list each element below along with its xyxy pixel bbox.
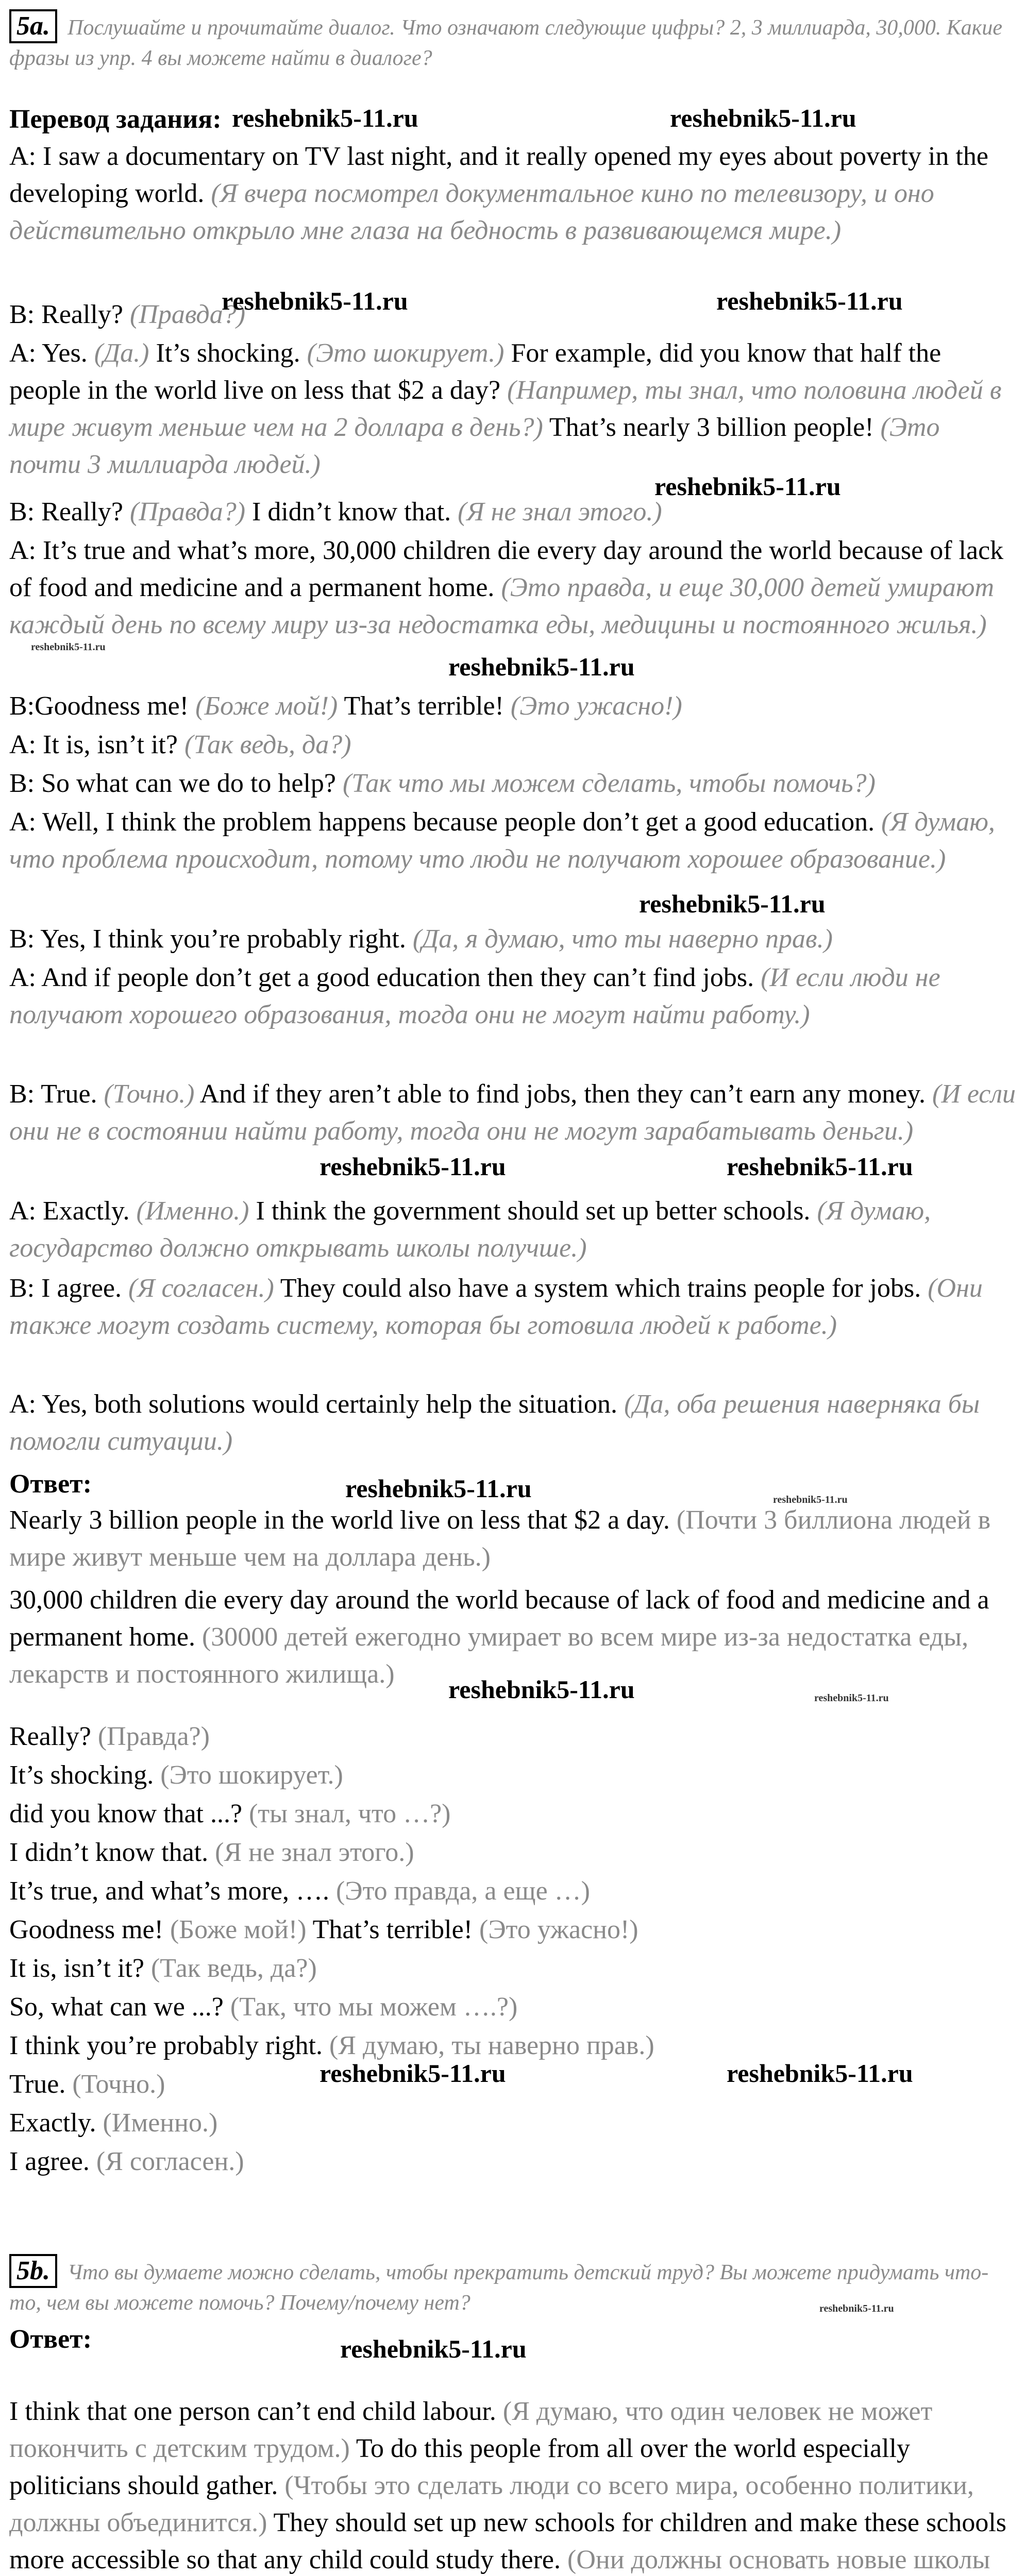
phrase-1: Really? (Правда?) <box>9 1722 210 1751</box>
dialogue-line-8: B: So what can we do to help? (Так что мы можем сделать, чтобы помочь?) <box>9 769 876 798</box>
watermark: reshebnik5-11.ru <box>727 2059 913 2088</box>
phrase-2: It’s shocking. (Это шокирует.) <box>9 1760 343 1790</box>
watermark: reshebnik5-11.ru <box>319 1152 506 1181</box>
dialogue-line-13: A: Exactly. (Именно.) I think the government should set up better schools. (Я думаю, государство должно открывать школы получше.) <box>9 1196 931 1263</box>
watermark: reshebnik5-11.ru <box>222 286 408 315</box>
watermark: reshebnik5-11.ru <box>448 652 635 681</box>
ex5a-badge: 5a. <box>9 9 57 43</box>
ex5b-paragraph-1: I think that one person can’t end child labour. (Я думаю, что один человек не может покончить с детским трудом.) To do this people from all over the world especially politicians should gather. (Чтобы это сделать люди со всего мира, особенно политики, должны объединится.) They should set up new schools for children and make these schools more accessible so that any child could study there. (Они должны основать новые школы <box>9 2397 1007 2574</box>
ex5a-instruction: Послушайте и прочитайте диалог. Что означают следующие цифры? 2, 3 миллиарда, 30,000. Какие фразы из упр. 4 вы можете найти в диалоге? <box>9 16 1003 70</box>
phrase-9: I think you’re probably right. (Я думаю, ты наверно прав.) <box>9 2031 654 2060</box>
watermark: reshebnik5-11.ru <box>345 1474 532 1503</box>
phrase-3: did you know that ...? (ты знал, что …?) <box>9 1799 451 1828</box>
dialogue-line-5: A: It’s true and what’s more, 30,000 children die every day around the world because of lack of food and medicine and a permanent home. (Это правда, и еще 30,000 детей умирают каждый день по всему миру из-за недостатка еды, медицины и постоянного жилья.) <box>9 536 1004 639</box>
dialogue-line-15: A: Yes, both solutions would certainly help the situation. (Да, оба решения наверняка бы помогли ситуации.) <box>9 1389 980 1456</box>
answer-heading-5b: Ответ: <box>9 2325 92 2354</box>
watermark: reshebnik5-11.ru <box>716 286 903 315</box>
watermark-small: reshebnik5-11.ru <box>814 1692 889 1704</box>
phrase-11: Exactly. (Именно.) <box>9 2108 218 2138</box>
answer-5a-2: 30,000 children die every day around the world because of lack of food and medicine and a permanent home. (30000 детей ежегодно умирает во всем мире из-за недостатка еды, лекарств и постоянного жилища.) <box>9 1585 989 1689</box>
answer-5a-1: Nearly 3 billion people in the world live on less that $2 a day. (Почти 3 биллиона людей в мире живут меньше чем на доллара день.) <box>9 1505 991 1572</box>
dialogue-line-4: B: Really? (Правда?) I didn’t know that. (Я не знал этого.) <box>9 497 662 527</box>
task-heading: Перевод задания: <box>9 105 222 134</box>
watermark: reshebnik5-11.ru <box>232 104 418 132</box>
dialogue-line-11: A: And if people don’t get a good education then they can’t find jobs. (И если люди не получают хорошего образования, тогда они не могут найти работу.) <box>9 963 940 1029</box>
dialogue-line-10: B: Yes, I think you’re probably right. (Да, я думаю, что ты наверно прав.) <box>9 924 833 954</box>
ex5b-badge: 5b. <box>9 2254 57 2288</box>
watermark-small: reshebnik5-11.ru <box>31 641 106 653</box>
watermark: reshebnik5-11.ru <box>654 472 841 501</box>
phrase-6: Goodness me! (Боже мой!) That’s terrible! (Это ужасно!) <box>9 1915 638 1944</box>
phrase-5: It’s true, and what’s more, …. (Это правда, а еще …) <box>9 1876 590 1906</box>
watermark: reshebnik5-11.ru <box>639 889 826 918</box>
dialogue-line-3: A: Yes. (Да.) It’s shocking. (Это шокирует.) For example, did you know that half the people in the world live on less that $2 a day? (Например, ты знал, что половина людей в мире живут меньше чем на 2 доллара в день?) That’s nearly 3 billion people! (Это почти 3 миллиарда людей.) <box>9 338 1002 479</box>
watermark: reshebnik5-11.ru <box>319 2059 506 2088</box>
dialogue-line-9: A: Well, I think the problem happens because people don’t get a good education. (Я думаю, что проблема происходит, потому что люди не получают хорошее образование.) <box>9 807 995 874</box>
phrase-12: I agree. (Я согласен.) <box>9 2147 244 2176</box>
watermark: reshebnik5-11.ru <box>448 1675 635 1704</box>
dialogue-line-12: B: True. (Точно.) And if they aren’t able to find jobs, then they can’t earn any money. (И если они не в состоянии найти работу, тогда они не могут зарабатывать деньги.) <box>9 1079 1016 1146</box>
phrase-7: It is, isn’t it? (Так ведь, да?) <box>9 1954 317 1983</box>
watermark: reshebnik5-11.ru <box>727 1152 913 1181</box>
watermark-small: reshebnik5-11.ru <box>773 1494 848 1505</box>
dialogue-line-1: A: I saw a documentary on TV last night, and it really opened my eyes about poverty in the developing world. (Я вчера посмотрел документальное кино по телевизору, и оно действительно открыло мне глаза на бедность в развивающемся мире.) <box>9 142 988 245</box>
dialogue-line-14: B: I agree. (Я согласен.) They could also have a system which trains people for jobs. (Они также могут создать систему, которая бы готовила людей к работе.) <box>9 1274 983 1340</box>
phrase-4: I didn’t know that. (Я не знал этого.) <box>9 1838 414 1867</box>
watermark: reshebnik5-11.ru <box>670 104 856 132</box>
dialogue-line-7: A: It is, isn’t it? (Так ведь, да?) <box>9 730 351 759</box>
watermark: reshebnik5-11.ru <box>340 2334 527 2363</box>
watermark-small: reshebnik5-11.ru <box>819 2303 894 2314</box>
ex5b-instruction: Что вы думаете можно сделать, чтобы прекратить детский труд? Вы можете придумать что-то, чем вы можете помочь? Почему/почему нет? <box>9 2261 989 2315</box>
dialogue-line-2: B: Really? (Правда?) <box>9 300 246 329</box>
phrase-8: So, what can we ...? (Так, что мы можем ….?) <box>9 1992 518 2022</box>
answer-heading-5a: Ответ: <box>9 1469 92 1499</box>
ex5a-header <box>9 9 1017 73</box>
dialogue-line-6: B:Goodness me! (Боже мой!) That’s terrible! (Это ужасно!) <box>9 691 682 721</box>
phrase-10: True. (Точно.) <box>9 2070 165 2099</box>
